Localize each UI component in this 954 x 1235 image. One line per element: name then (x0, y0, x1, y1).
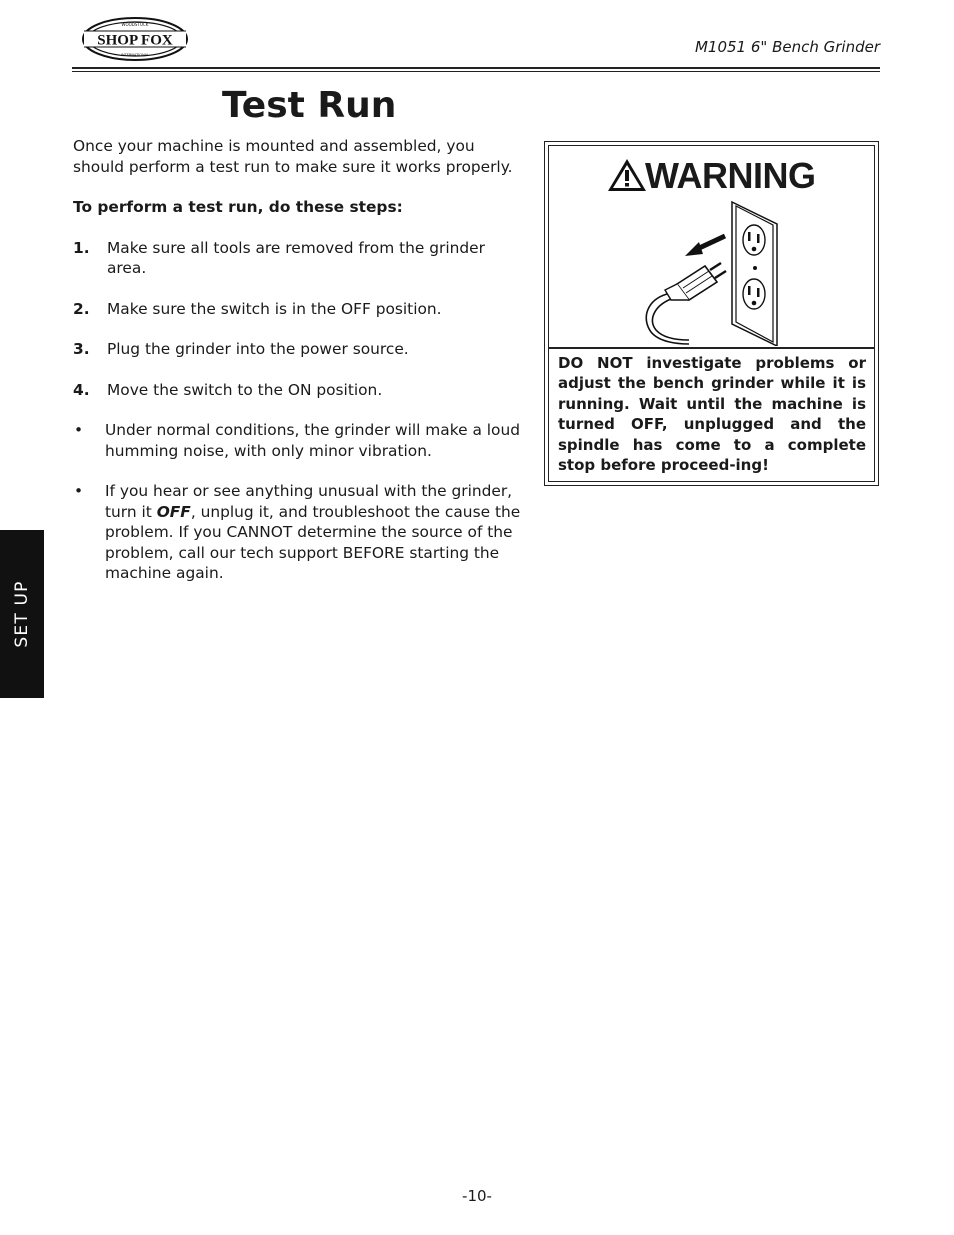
bullet-marker: • (74, 482, 84, 500)
section-side-tab (0, 530, 44, 698)
step-item (73, 238, 525, 279)
warning-heading (607, 155, 817, 196)
header-title: M1051 6" Bench Grinder (694, 38, 880, 56)
bullet-text: Under normal conditions, the grinder will make a loud humming noise, with only minor vibration. (105, 421, 520, 460)
bullet-text-post: , unplug it, and troubleshoot the cause the problem. If you CANNOT determine the source of the problem, call our tech support BEFORE starting the machine again. (105, 502, 521, 582)
warning-box (544, 141, 879, 486)
header-rule-thin (72, 71, 880, 72)
step-text: Make sure all tools are removed from the grinder area. (107, 238, 485, 277)
warning-divider (549, 347, 874, 349)
shop-fox-logo (80, 16, 190, 62)
bullet-marker: • (74, 421, 84, 439)
page-number: -10- (462, 1187, 492, 1205)
logo-ring-bottom: INTERNATIONAL (120, 53, 150, 57)
step-item (73, 380, 525, 401)
logo-ring-top: WOODSTOCK (121, 22, 149, 27)
warning-word: WARNING (645, 155, 816, 196)
step-number: 4. (73, 380, 90, 399)
unplug-cord-from-outlet-illustration (637, 196, 787, 346)
step-text: Plug the grinder into the power source. (107, 340, 409, 358)
logo-wordmark: SHOP FOX (97, 32, 173, 49)
warning-text: DO NOT investigate problems or adjust the bench grinder while it is running. Wait until the machine is turned OFF, unplugged and the spindle has come to a complete stop before proceed-ing! (558, 354, 866, 475)
bullet-item (73, 420, 525, 461)
steps-lead: To perform a test run, do these steps: (73, 198, 403, 216)
intro-paragraph: Once your machine is mounted and assembled, you should perform a test run to make sure it works properly. (73, 137, 513, 176)
step-number: 2. (73, 299, 90, 318)
step-text: Make sure the switch is in the OFF position. (107, 299, 442, 318)
section-title: Test Run (222, 85, 397, 126)
bullet-text-pre: If you hear or see anything unusual with the grinder, turn it (105, 482, 513, 521)
step-number: 1. (73, 238, 90, 257)
step-item (73, 339, 525, 360)
bullet-text-emph: OFF (156, 502, 191, 521)
step-text: Move the switch to the ON position. (107, 380, 383, 399)
bullet-text (105, 481, 525, 584)
bullet-item (73, 481, 525, 584)
warning-triangle-icon (607, 158, 647, 192)
side-tab-label: SET UP (12, 580, 32, 648)
step-item (73, 299, 525, 320)
warning-box-inner (548, 145, 875, 482)
body-column (73, 136, 525, 604)
step-number: 3. (73, 340, 90, 358)
header-rule (72, 67, 880, 69)
